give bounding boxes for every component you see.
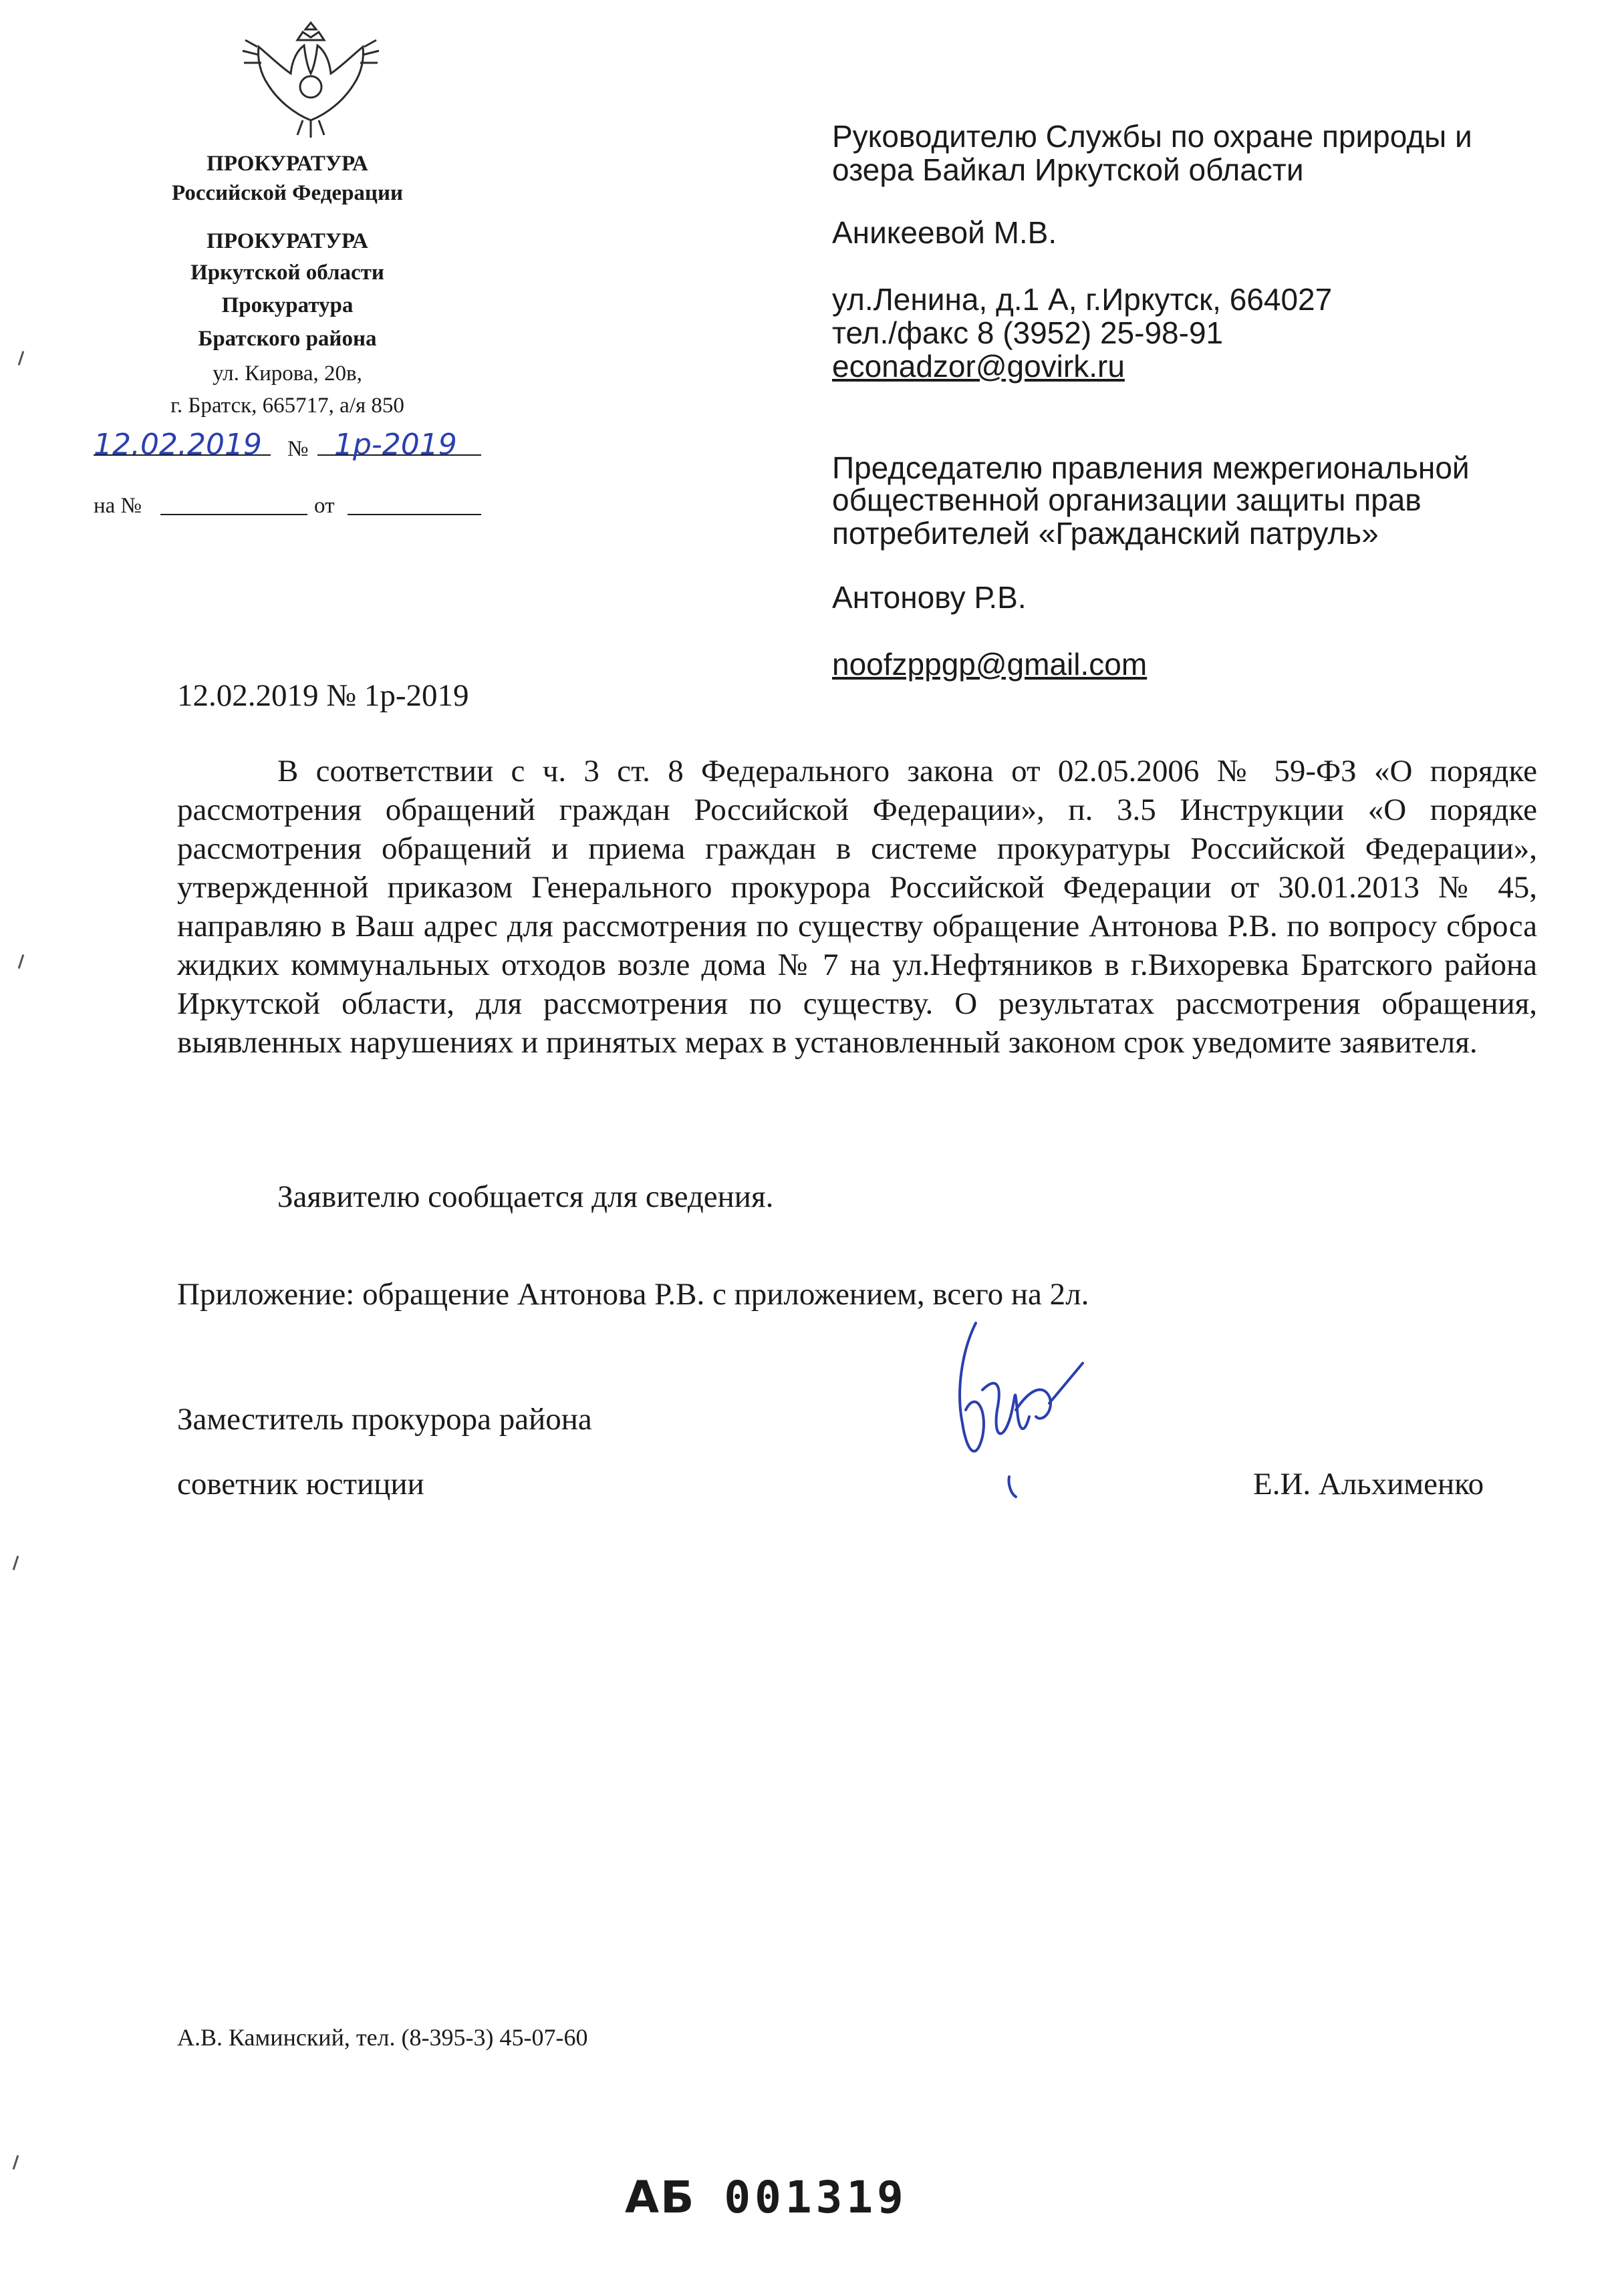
org-name-line: ПРОКУРАТУРА: [207, 229, 368, 253]
addressee-title-line: озера Байкал Иркутской области: [832, 152, 1304, 187]
serial-series: АБ: [625, 2172, 696, 2223]
addressee-title-line: Руководителю Службы по охране природы и: [832, 119, 1472, 154]
org-address-line: ул. Кирова, 20в,: [213, 362, 362, 386]
attachment-line: Приложение: обращение Антонова Р.В. с приложением, всего на 2л.: [177, 1277, 1089, 1312]
number-sign: №: [287, 437, 309, 461]
org-name-line: ПРОКУРАТУРА: [207, 152, 368, 176]
reply-to-line: [94, 491, 495, 525]
addressee-phone: тел./факс 8 (3952) 25-98-91: [832, 315, 1224, 350]
scan-mark: [13, 1556, 19, 1570]
addressee-title-line: общественной организации защиты прав: [832, 482, 1422, 517]
document-reference: 12.02.2019 № 1р-2019: [177, 678, 469, 713]
handwritten-signature: [936, 1310, 1096, 1510]
addressee-email-link[interactable]: noofzppgp@gmail.com: [832, 647, 1148, 682]
org-name-line: Российской Федерации: [172, 181, 403, 205]
body-paragraph: В соответствии с ч. 3 ст. 8 Федерального закона от 02.05.2006 № 59-ФЗ «О порядке рассмотрения обращений граждан Российской Федерации», п. 3.5 Инструкции «О порядке рассмотрения обращений и приема граждан в системе прокуратуры Российской Федерации», утвержденной приказом Генерального прокурора Российской Федерации от 30.01.2013 № 45, направляю в Ваш адрес для рассмотрения по существу обращение Антонова Р.В. по вопросу сброса жидких коммунальных отходов возле дома № 7 на ул.Нефтяников в г.Вихоревка Братского района Иркутской области, для рассмотрения по существу. О результатах рассмотрения обращения, выявленных нарушениях и принятых мерах в установленный законом срок уведомите заявителя.: [177, 754, 1537, 1060]
notice-line: Заявителю сообщается для сведения.: [277, 1179, 774, 1214]
coat-of-arms-emblem: [231, 20, 391, 140]
signer-name: Е.И. Альхименко: [1253, 1467, 1484, 1501]
signer-rank: советник юстиции: [177, 1467, 424, 1501]
addressee-title-line: Председателю правления межрегиональной: [832, 450, 1470, 485]
outgoing-number-handwritten: 1р-2019: [334, 428, 457, 462]
org-name-line: Братского района: [198, 327, 377, 351]
addressee-address: ул.Ленина, д.1 А, г.Иркутск, 664027: [832, 282, 1333, 317]
reply-to-label: на №: [94, 494, 142, 518]
signer-position: Заместитель прокурора района: [177, 1402, 592, 1437]
serial-number-block: [625, 2172, 908, 2223]
addressee-title-line: потребителей «Гражданский патруль»: [832, 516, 1379, 551]
outgoing-date-handwritten: 12.02.2019: [94, 428, 262, 462]
org-name-line: Иркутской области: [190, 261, 384, 285]
addressee-name: Антонову Р.В.: [832, 580, 1027, 615]
serial-number: 001319: [724, 2172, 908, 2223]
outgoing-registration: [94, 428, 495, 474]
org-name-line: Прокуратура: [221, 293, 354, 317]
org-address-line: г. Братск, 665717, а/я 850: [170, 394, 404, 418]
addressee-email-link[interactable]: econadzor@govirk.ru: [832, 349, 1125, 384]
addressee-name: Аникеевой М.В.: [832, 215, 1057, 250]
scan-mark: [18, 351, 25, 366]
executor-line: А.В. Каминский, тел. (8-395-3) 45-07-60: [177, 2024, 588, 2051]
scan-mark: [13, 2155, 19, 2170]
reply-from-label: от: [314, 494, 335, 518]
scan-mark: [18, 954, 25, 969]
